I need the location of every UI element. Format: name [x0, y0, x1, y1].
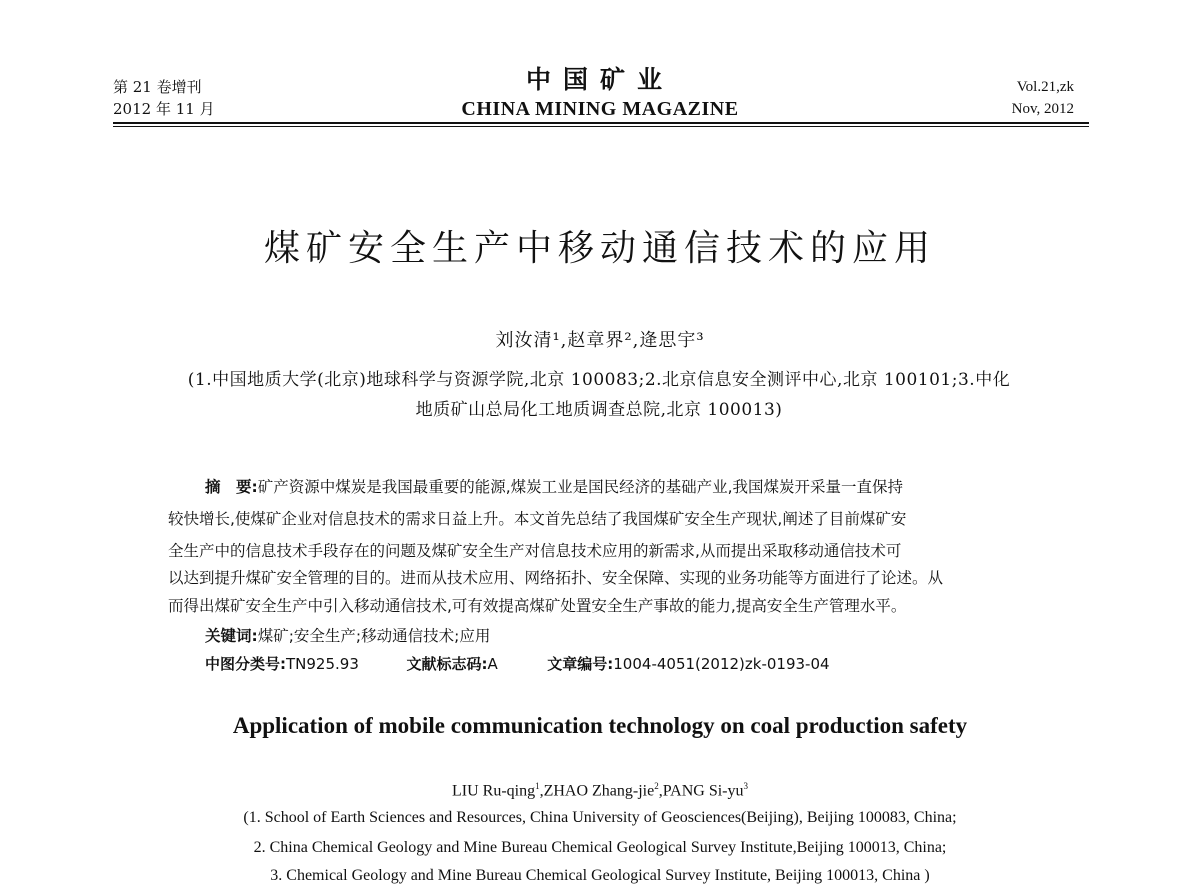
doc-code-value: A: [487, 655, 498, 673]
keywords-cn: [205, 622, 490, 651]
journal-name-en: CHINA MINING MAGAZINE: [461, 98, 739, 120]
doc-code-label: 文献标志码:: [406, 655, 488, 673]
keywords-label: 关键词:: [205, 627, 258, 645]
volume-en: Vol.21,zk: [1016, 79, 1074, 95]
affiliation-cn-line: 地质矿山总局化工地质调查总院,北京 100013): [415, 400, 783, 420]
authors-en: LIU Ru-qing$^1$,ZHAO Zhang-jie$^2$,PANG $Si-yu^3$: [451, 781, 748, 800]
author-en: ZHAO Zhang-jie: [543, 782, 655, 800]
affiliation-cn-line: (1.中国地质大学(北京)地球科学与资源学院,北京 100083;2.北京信息安全测评中心,北京 100101;3.中化: [187, 370, 1011, 390]
header-rule-thin: [113, 126, 1089, 127]
abstract-cn-line: 摘 要:矿产资源中煤炭是我国最重要的能源,煤炭工业是国民经济的基础产业,我国煤炭开采量一直保持: [205, 478, 904, 496]
abstract-label: 摘 要:: [205, 478, 258, 496]
author-en: PANG Si-yu: [662, 782, 744, 800]
author-en: LIU Ru-qing: [451, 782, 536, 800]
authors-cn: 刘汝清¹,赵章界²,逄思宇³: [495, 330, 705, 351]
abstract-cn-line: 以达到提升煤矿安全管理的目的。进而从技术应用、网络拓扑、安全保障、实现的业务功能等方面进行了论述。从: [168, 569, 944, 587]
header-rule-thick: [113, 122, 1089, 124]
volume-cn: 第 21 卷增刊: [113, 78, 202, 96]
classification-line: [205, 650, 830, 678]
abstract-cn-line: 较快增长,使煤矿企业对信息技术的需求日益上升。本文首先总结了我国煤矿安全生产现状,阐述了目前煤矿安: [168, 510, 907, 528]
clc-value: TN925.93: [286, 655, 359, 673]
date-en: Nov, 2012: [1011, 101, 1074, 117]
abstract-cn-line: 而得出煤矿安全生产中引入移动通信技术,可有效提高煤矿处置安全生产事故的能力,提高安全生产管理水平。: [168, 597, 907, 615]
header-volume-date-cn: [113, 76, 215, 120]
date-cn: 2012 年 11 月: [113, 100, 215, 118]
article-number-value: 1004-4051(2012)zk-0193-04: [613, 655, 830, 673]
header-volume-date-en: [1012, 76, 1074, 120]
affiliation-en-line: 3. Chemical Geology and Mine Bureau Chemical Geological Survey Institute, Beijing 100013, China ): [270, 867, 930, 884]
clc-label: 中图分类号:: [205, 655, 286, 673]
article-number-label: 文章编号:: [547, 655, 614, 673]
keywords-value: 煤矿;安全生产;移动通信技术;应用: [257, 627, 491, 645]
journal-name-cn: 中国矿业: [525, 65, 674, 94]
affiliation-cn: [113, 365, 1085, 425]
paper-title-cn: 煤矿安全生产中移动通信技术的应用: [263, 228, 936, 269]
paper-title-en: Application of mobile communication technology on coal production safety: [232, 713, 968, 738]
journal-masthead: [400, 64, 800, 122]
abstract-cn-line: 全生产中的信息技术手段存在的问题及煤矿安全生产对信息技术应用的新需求,从而提出采取移动通信技术可: [168, 542, 902, 560]
affiliation-en-line: 2. China Chemical Geology and Mine Bureau Chemical Geological Survey Institute,Beijing 100013, China;: [253, 839, 947, 856]
affiliation-en-line: (1. School of Earth Sciences and Resources, China University of Geosciences(Beijing), Beijing 100083, China;: [243, 809, 957, 826]
